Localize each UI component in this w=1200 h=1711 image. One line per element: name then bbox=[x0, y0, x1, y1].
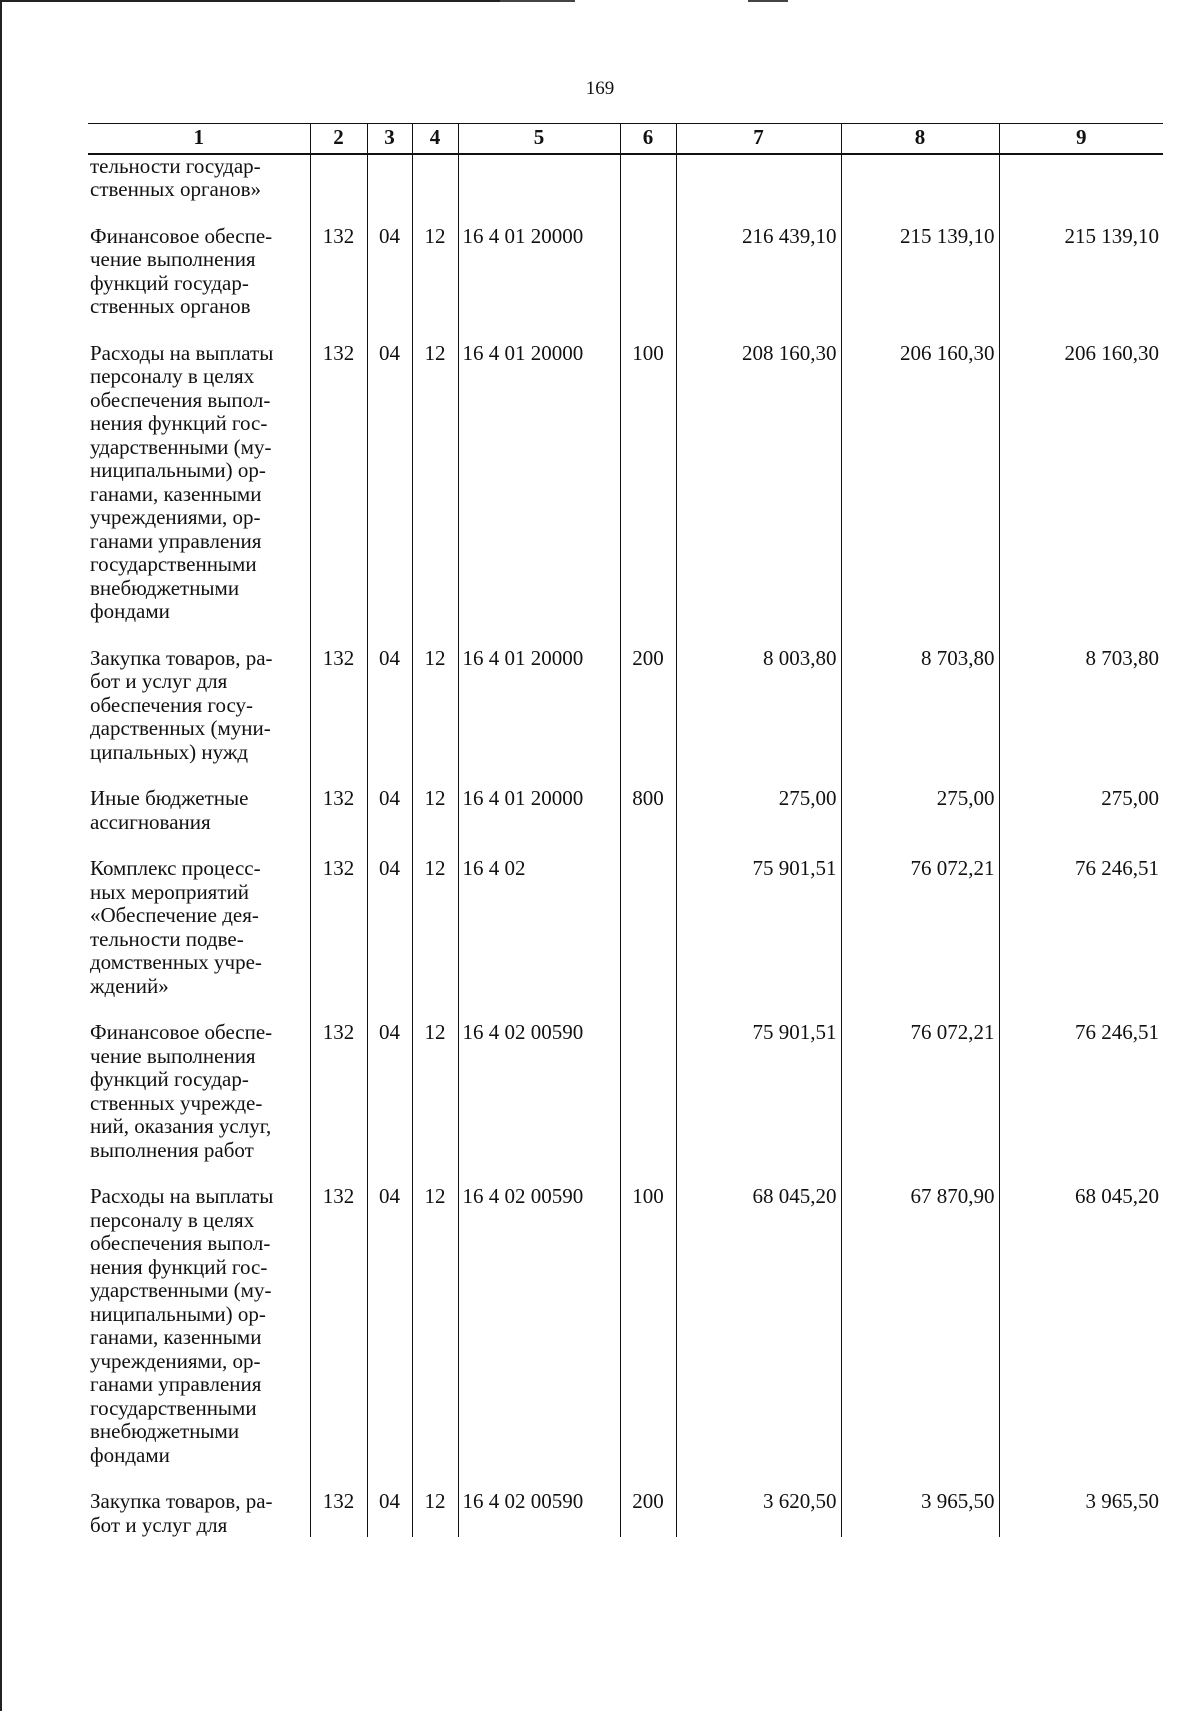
cell-col7: 68 045,20 bbox=[676, 1185, 841, 1490]
cell-col4: 12 bbox=[412, 1021, 458, 1185]
page-number: 169 bbox=[585, 78, 615, 99]
cell-col2: 132 bbox=[310, 857, 367, 1021]
cell-col9: 68 045,20 bbox=[999, 1185, 1163, 1490]
row-name bbox=[88, 1490, 310, 1537]
cell-col6: 200 bbox=[620, 647, 676, 788]
column-header: 6 bbox=[620, 124, 676, 154]
cell-col8: 206 160,30 bbox=[841, 342, 999, 647]
cell-col6 bbox=[620, 154, 676, 225]
cell-col6 bbox=[620, 225, 676, 342]
cell-col7: 3 620,50 bbox=[676, 1490, 841, 1537]
table-row bbox=[88, 154, 1163, 225]
cell-col3: 04 bbox=[367, 1185, 412, 1490]
cell-col6 bbox=[620, 857, 676, 1021]
cell-col5: 16 4 01 20000 bbox=[458, 647, 620, 788]
cell-col5 bbox=[458, 154, 620, 225]
row-name-text: Финансовое обеспе- чение выполнения функций государ- ственных органов bbox=[90, 223, 273, 318]
cell-col7: 275,00 bbox=[676, 787, 841, 857]
cell-col4: 12 bbox=[412, 857, 458, 1021]
cell-col9: 215 139,10 bbox=[999, 225, 1163, 342]
cell-col8: 76 072,21 bbox=[841, 1021, 999, 1185]
cell-col3: 04 bbox=[367, 857, 412, 1021]
row-name bbox=[88, 154, 310, 225]
cell-col3: 04 bbox=[367, 1490, 412, 1537]
row-name bbox=[88, 787, 310, 857]
row-name bbox=[88, 857, 310, 1021]
cell-col3: 04 bbox=[367, 787, 412, 857]
cell-col3: 04 bbox=[367, 342, 412, 647]
cell-col9 bbox=[999, 154, 1163, 225]
table-row bbox=[88, 647, 1163, 788]
row-name-text: Комплекс процесс- ных мероприятий «Обеспечение дея- тельности подве- домственных учре- ждений» bbox=[90, 856, 262, 998]
cell-col4: 12 bbox=[412, 1185, 458, 1490]
cell-col2: 132 bbox=[310, 647, 367, 788]
cell-col8: 76 072,21 bbox=[841, 857, 999, 1021]
row-name-text: тельности государ- ственных органов» bbox=[90, 153, 262, 201]
cell-col9: 76 246,51 bbox=[999, 1021, 1163, 1185]
cell-col3: 04 bbox=[367, 1021, 412, 1185]
cell-col4: 12 bbox=[412, 1490, 458, 1537]
cell-col4: 12 bbox=[412, 787, 458, 857]
cell-col7: 8 003,80 bbox=[676, 647, 841, 788]
cell-col5: 16 4 02 00590 bbox=[458, 1490, 620, 1537]
budget-table bbox=[88, 123, 1163, 1537]
cell-col8: 8 703,80 bbox=[841, 647, 999, 788]
table-row bbox=[88, 787, 1163, 857]
column-header: 2 bbox=[310, 124, 367, 154]
cell-col7: 75 901,51 bbox=[676, 1021, 841, 1185]
cell-col8: 275,00 bbox=[841, 787, 999, 857]
scan-border-top bbox=[0, 0, 500, 2]
table-header-row bbox=[88, 124, 1163, 154]
column-header: 8 bbox=[841, 124, 999, 154]
cell-col2: 132 bbox=[310, 787, 367, 857]
cell-col4 bbox=[412, 154, 458, 225]
row-name-text: Закупка товаров, ра- бот и услуг для обеспечения госу- дарственных (муни- ципальных) нужд bbox=[90, 645, 273, 764]
row-name bbox=[88, 342, 310, 647]
table-row bbox=[88, 225, 1163, 342]
cell-col3: 04 bbox=[367, 647, 412, 788]
cell-col5: 16 4 01 20000 bbox=[458, 787, 620, 857]
cell-col2 bbox=[310, 154, 367, 225]
row-name bbox=[88, 647, 310, 788]
cell-col6 bbox=[620, 1021, 676, 1185]
cell-col8: 215 139,10 bbox=[841, 225, 999, 342]
row-name-text: Расходы на выплаты персоналу в целях обеспечения выпол- нения функций гос- ударственными (му- ниципальными) ор- ганами, казенными учреждениями, ор- ганами управления государственными внебюджетными фондами bbox=[90, 1184, 274, 1467]
cell-col6: 200 bbox=[620, 1490, 676, 1537]
scan-border-top-segment bbox=[500, 0, 575, 2]
cell-col5: 16 4 02 00590 bbox=[458, 1185, 620, 1490]
cell-col6: 100 bbox=[620, 1185, 676, 1490]
cell-col9: 76 246,51 bbox=[999, 857, 1163, 1021]
cell-col4: 12 bbox=[412, 225, 458, 342]
cell-col9: 275,00 bbox=[999, 787, 1163, 857]
table-row bbox=[88, 1021, 1163, 1185]
table-row bbox=[88, 1185, 1163, 1490]
cell-col2: 132 bbox=[310, 1185, 367, 1490]
cell-col4: 12 bbox=[412, 342, 458, 647]
column-header: 7 bbox=[676, 124, 841, 154]
column-header: 5 bbox=[458, 124, 620, 154]
cell-col5: 16 4 02 00590 bbox=[458, 1021, 620, 1185]
row-name bbox=[88, 1021, 310, 1185]
cell-col6: 800 bbox=[620, 787, 676, 857]
cell-col2: 132 bbox=[310, 1490, 367, 1537]
cell-col2: 132 bbox=[310, 1021, 367, 1185]
cell-col9: 8 703,80 bbox=[999, 647, 1163, 788]
scan-border-top-segment bbox=[748, 0, 788, 2]
table-row bbox=[88, 1490, 1163, 1537]
row-name-text: Расходы на выплаты персоналу в целях обеспечения выпол- нения функций гос- ударственными (му- ниципальными) ор- ганами, казенными учреждениями, ор- ганами управления государственными внебюджетными фондами bbox=[90, 340, 274, 623]
cell-col7: 75 901,51 bbox=[676, 857, 841, 1021]
row-name-text: Закупка товаров, ра- бот и услуг для bbox=[90, 1489, 273, 1537]
cell-col8 bbox=[841, 154, 999, 225]
cell-col6: 100 bbox=[620, 342, 676, 647]
cell-col9: 206 160,30 bbox=[999, 342, 1163, 647]
cell-col9: 3 965,50 bbox=[999, 1490, 1163, 1537]
cell-col5: 16 4 02 bbox=[458, 857, 620, 1021]
cell-col4: 12 bbox=[412, 647, 458, 788]
cell-col3: 04 bbox=[367, 225, 412, 342]
cell-col3 bbox=[367, 154, 412, 225]
column-header: 9 bbox=[999, 124, 1163, 154]
cell-col5: 16 4 01 20000 bbox=[458, 225, 620, 342]
table-row bbox=[88, 857, 1163, 1021]
scan-border-left bbox=[0, 0, 2, 1711]
row-name bbox=[88, 225, 310, 342]
cell-col7: 208 160,30 bbox=[676, 342, 841, 647]
column-header: 3 bbox=[367, 124, 412, 154]
row-name bbox=[88, 1185, 310, 1490]
cell-col5: 16 4 01 20000 bbox=[458, 342, 620, 647]
column-header: 4 bbox=[412, 124, 458, 154]
cell-col2: 132 bbox=[310, 225, 367, 342]
cell-col8: 67 870,90 bbox=[841, 1185, 999, 1490]
cell-col7 bbox=[676, 154, 841, 225]
row-name-text: Финансовое обеспе- чение выполнения функций государ- ственных учрежде- ний, оказания услуг, выполнения работ bbox=[90, 1020, 273, 1162]
table-row bbox=[88, 342, 1163, 647]
cell-col8: 3 965,50 bbox=[841, 1490, 999, 1537]
cell-col2: 132 bbox=[310, 342, 367, 647]
column-header: 1 bbox=[88, 124, 310, 154]
cell-col7: 216 439,10 bbox=[676, 225, 841, 342]
row-name-text: Иные бюджетные ассигнования bbox=[90, 786, 249, 834]
